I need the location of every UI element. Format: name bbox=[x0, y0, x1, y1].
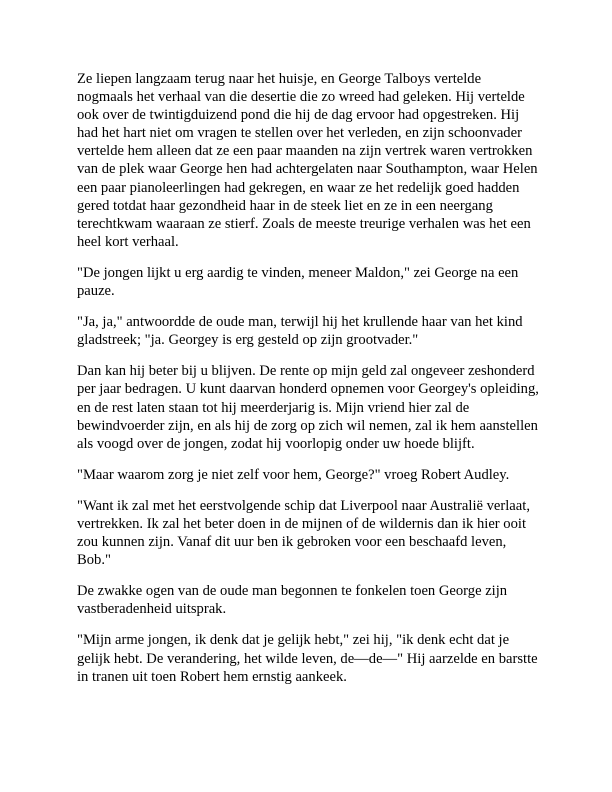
paragraph-7: De zwakke ogen van de oude man begonnen te fonkelen toen George zijn vastberadenheid uitsprak. bbox=[77, 583, 508, 618]
paragraph-2: "De jongen lijkt u erg aardig te vinden, meneer Maldon," zei George na een pauze. bbox=[77, 264, 519, 300]
paragraph-8: "Mijn arme jongen, ik denk dat je gelijk hebt," zei hij, "ik denk echt dat je gelijk hebt. De verandering, het wilde leven, de—de—" Hij aarzelde en barstte in tranen uit toen Robert hem ernstig aankeek. bbox=[77, 632, 538, 685]
paragraph-3: "Ja, ja," antwoordde de oude man, terwijl hij het krullende haar van het kind gladstreek; "ja. Georgey is erg gesteld op zijn grootvader." bbox=[77, 314, 523, 349]
paragraph-4: Dan kan hij beter bij u blijven. De rente op mijn geld zal ongeveer zeshonderd per jaar bedragen. U kunt daarvan honderd opnemen voor Georgey's opleiding, en de rest laten staan tot hij meerderjarig is. Mijn vriend hier zal de bewindvoerder zijn, en als hij de zorg op zich wil nemen, zal ik hem aanstellen als voogd over de jongen, zodat hij voorlopig onder uw hoede blijft. bbox=[77, 363, 539, 452]
document-page bbox=[77, 70, 539, 699]
paragraph-5: "Maar waarom zorg je niet zelf voor hem, George?" vroeg Robert Audley. bbox=[77, 466, 510, 483]
paragraph-1: Ze liepen langzaam terug naar het huisje, en George Talboys vertelde nogmaals het verhaal van die desertie die zo wreed had geleken. Hij vertelde ook over de twintigduizend pond die hij de dag ervoor had opgestreken. Hij had het hart niet om vragen te stellen over het verleden, en zijn schoonvader vertelde hem alleen dat ze een paar maanden na zijn vertrek waren vertrokken van de plek waar George hen had achtergelaten naar Southampton, waar Helen een paar pianoleerlingen had gekregen, en waar ze het redelijk goed hadden gered totdat haar gezondheid haar in de steek liet en ze in een neergang terechtkwam waaraan ze stierf. Zoals de meeste treurige verhalen was het een heel kort verhaal. bbox=[77, 71, 538, 250]
paragraph-6: "Want ik zal met het eerstvolgende schip dat Liverpool naar Australië verlaat, vertrekken. Ik zal het beter doen in de mijnen of de wildernis dan ik hier ooit zou kunnen zijn. Vanaf dit uur ben ik gebroken voor een beschaafd leven, Bob." bbox=[77, 497, 530, 569]
